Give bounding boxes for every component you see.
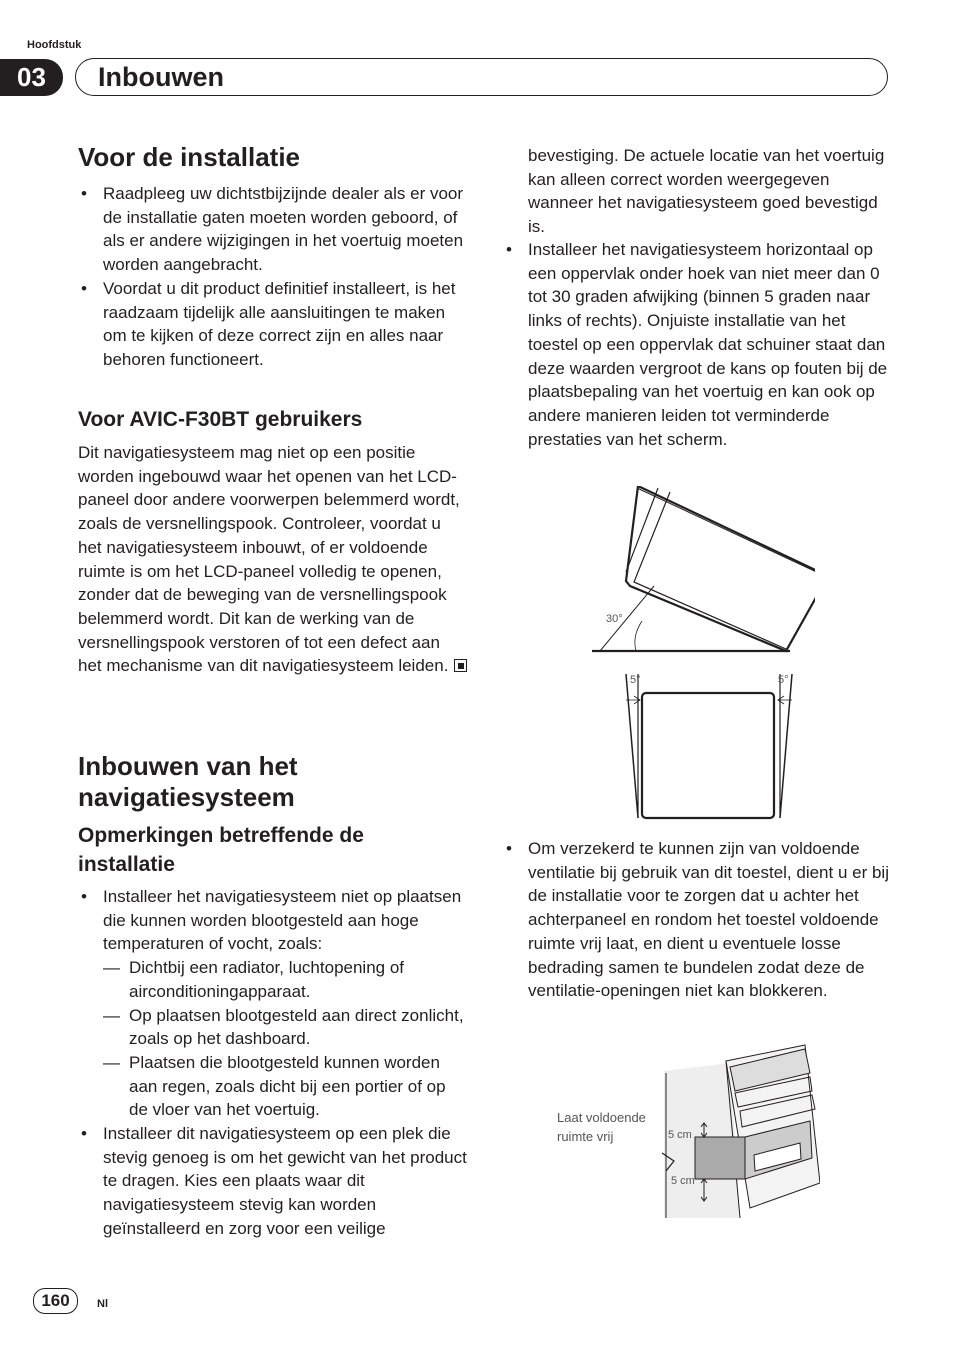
language-code: Nl: [97, 1298, 108, 1310]
chapter-title: Inbouwen: [98, 62, 224, 92]
left-angle-label: 5°: [630, 674, 641, 686]
list-item-text: Installeer het navigatiesysteem niet op plaatsen die kunnen worden blootgesteld aan hoge temperaturen of vocht, zoals:: [103, 887, 462, 954]
bottom-gap-label: 5 cm: [671, 1175, 695, 1187]
section-title-inbouwen: Inbouwen van het navigatiesysteem: [78, 751, 298, 812]
ventilation-space-label: Laat voldoende ruimte vrij: [557, 1110, 646, 1144]
right-angle-label: 5°: [778, 674, 789, 686]
end-of-section-icon: [454, 659, 467, 672]
chapter-label: Hoofdstuk: [27, 39, 82, 51]
bullet2-part2: [503, 144, 895, 238]
list-item: • Raadpleeg uw dichtstbijzijnde dealer als er voor de installatie gaten moeten worden geboord, of als er andere wijzigingen in het voertuig moeten worden aangebracht.: [78, 182, 468, 277]
tilted-unit-illustration: [626, 486, 815, 651]
section-title-voor-installatie: Voor de installatie: [78, 142, 301, 172]
avic-paragraph: [78, 441, 468, 678]
list-item: • Voordat u dit product definitief installeert, is het raadzaam tijdelijk alle aansluitingen te maken om te kijken of deze correct zijn en alles naar behoren functioneert.: [78, 277, 468, 372]
top-gap-label: 5 cm: [668, 1129, 692, 1141]
ventilation-diagram: [660, 1043, 820, 1223]
sub-list-item: — Plaatsen die blootgesteld kunnen worden aan regen, zoals dicht bij een portier of op de vloer van het voertuig.: [103, 1051, 468, 1122]
voor-installatie-list: [78, 182, 468, 372]
list-item: • Installeer het navigatiesysteem horizontaal op een oppervlak onder hoek van niet meer dan 0 tot 30 graden afwijking (binnen 5 graden naar links of rechts). Onjuiste installatie van het toestel op een oppervlak dat schuiner staat dan deze waarden vergroot de kans op fouten bij de plaatsbepaling van het voertuig en kan ook op andere manieren leiden tot verminderde prestaties van het scherm.: [503, 238, 895, 451]
list-item: • Om verzekerd te kunnen zijn van voldoende ventilatie bij gebruik van dit toestel, dient u er bij de installatie voor te zorgen dat u achter het achterpaneel en rondom het toestel voldoende ruimte vrij laat, en dient u eventuele losse bedrading samen te bundelen zodat deze de ventilatie-openingen niet kan blokkeren.: [503, 837, 895, 1003]
chapter-number-badge: 03: [0, 59, 63, 96]
sub-list: [103, 956, 468, 1122]
list-item: • Installeer dit navigatiesysteem op een plek die stevig genoeg is om het gewicht van het product te dragen. Kies een plaats waar dit navigatiesysteem stevig kan worden geïnstalleerd en zorg voor een veilige: [78, 1122, 468, 1240]
avic-body-text: Dit navigatiesysteem mag niet op een positie worden ingebouwd waar het openen van het LCD-paneel door andere voorwerpen belemmerd wordt, zoals de versnellingspook. Controleer, voordat u het navigatiesysteem inbouwt, of er voldoende ruimte is om het LCD-paneel volledig te openen, zonder dat de beweging van de versnellingspook belemmerd wordt. Dit kan de werking van de versnellingspook verstoren of tot een defect aan het mechanisme van dit navigatiesysteem leiden.: [78, 443, 460, 676]
list-item-continued: • bevestiging. De actuele locatie van het voertuig kan alleen correct worden weergegeven wanneer het navigatiesysteem goed bevestigd is.: [503, 144, 895, 238]
tilt-angle-label: 30°: [606, 613, 623, 625]
opmerkingen-list: [78, 885, 468, 1122]
installation-angle-diagram: [590, 486, 815, 821]
bullet2-part1: [78, 1122, 468, 1240]
sub-list-item: — Dichtbij een radiator, luchtopening of airconditioningapparaat.: [103, 956, 468, 1003]
ventilation-list: [503, 837, 895, 1003]
list-item: [78, 885, 468, 1122]
subsection-title-avic: Voor AVIC-F30BT gebruikers: [78, 408, 363, 431]
tilt-list: [503, 238, 895, 451]
page-number: 160: [33, 1288, 78, 1314]
sub-list-item: — Op plaatsen blootgesteld aan direct zonlicht, zoals op het dashboard.: [103, 1004, 468, 1051]
subsection-title-opmerkingen: Opmerkingen betreffende de installatie: [78, 824, 364, 876]
angle-arc: [635, 621, 642, 651]
upright-unit-illustration: [626, 674, 792, 818]
